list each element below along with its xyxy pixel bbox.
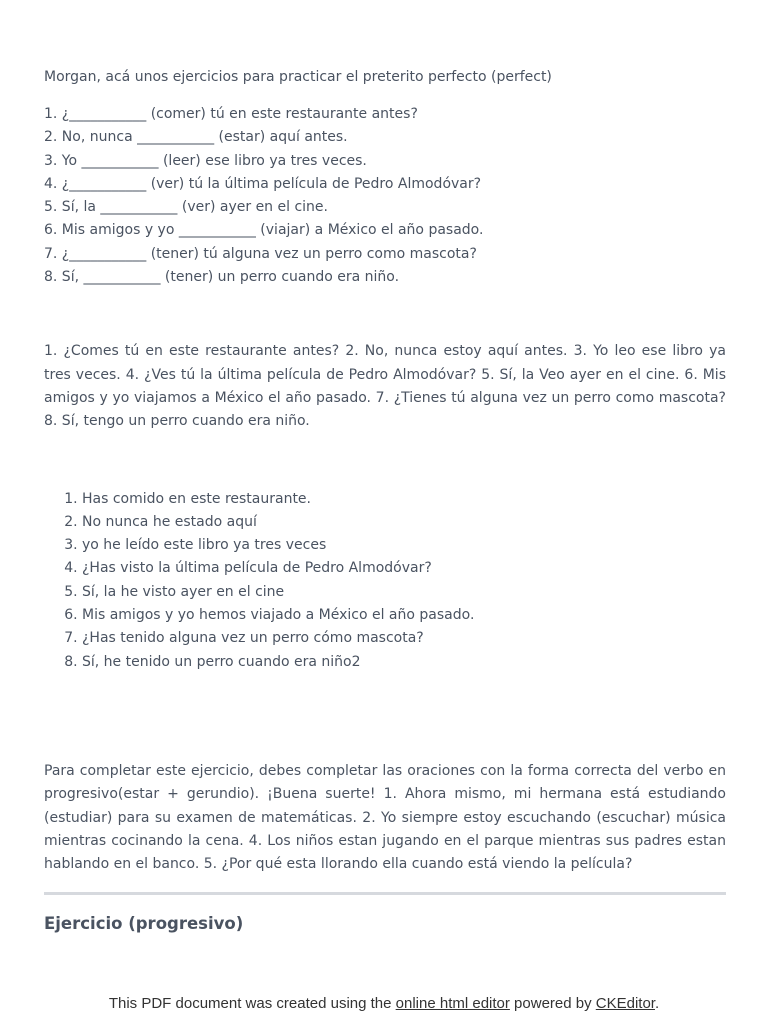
horizontal-divider (44, 892, 726, 895)
list-item: 1. Has comido en este restaurante. (82, 488, 726, 511)
list-item: 7. ¿Has tenido alguna vez un perro cómo mascota? (82, 627, 726, 650)
exercise-item: 1. ¿___________ (comer) tú en este restaurante antes? (44, 106, 418, 122)
exercise-item: 2. No, nunca ___________ (estar) aquí antes. (44, 129, 348, 146)
answers-list (44, 488, 726, 674)
exercise-item: 5. Sí, la ___________ (ver) ayer en el cine. (44, 199, 328, 216)
list-item: 2. No nunca he estado aquí (82, 511, 726, 534)
list-item: 5. Sí, la he visto ayer en el cine (82, 581, 726, 604)
list-item: 8. Sí, he tenido un perro cuando era niño2 (82, 651, 726, 674)
document-body (44, 66, 726, 935)
list-item: 4. ¿Has visto la última película de Pedro Almodóvar? (82, 557, 726, 580)
footer (0, 994, 768, 1014)
footer-middle: powered by (509, 995, 596, 1012)
exercise-list (44, 103, 726, 289)
section-heading: Ejercicio (progresivo) (44, 914, 244, 934)
list-item: 6. Mis amigos y yo hemos viajado a México el año pasado. (82, 604, 726, 627)
online-html-editor-link[interactable]: online html editor (395, 995, 510, 1012)
footer-prefix: This PDF document was created using the (108, 995, 396, 1012)
exercise-item: 4. ¿___________ (ver) tú la última película de Pedro Almodóvar? (44, 175, 482, 192)
exercise-item: 3. Yo ___________ (leer) ese libro ya tres veces. (44, 152, 367, 169)
answers-paragraph: 1. ¿Comes tú en este restaurante antes? 2. No, nunca estoy aquí antes. 3. Yo leo ese libro ya tres veces. 4. ¿Ves tú la última película de Pedro Almodóvar? 5. Sí, la Veo ayer en el cine. 6. Mis amigos y yo viajamos a México el año pasado. 7. ¿Tienes tú alguna vez un perro como mascota? 8. Sí, tengo un perro cuando era niño. (44, 343, 726, 430)
list-item: 3. yo he leído este libro ya tres veces (82, 534, 726, 557)
footer-suffix: . (654, 995, 660, 1012)
progressive-paragraph: Para completar este ejercicio, debes completar las oraciones con la forma correcta del verbo en progresivo(estar + gerundio). ¡Buena suerte! 1. Ahora mismo, mi hermana está estudiando (estudiar) para su examen de matemáticas. 2. Yo siempre estoy escuchando (escuchar) música mientras cocinando la cena. 4. Los niños estan jugando en el parque mientras sus padres estan hablando en el banco. 5. ¿Por qué esta llorando ella cuando está viendo la película? (44, 762, 726, 873)
exercise-item: 7. ¿___________ (tener) tú alguna vez un perro como mascota? (44, 245, 477, 262)
exercise-item: 8. Sí, ___________ (tener) un perro cuando era niño. (44, 269, 400, 286)
intro-text: Morgan, acá unos ejercicios para practicar el preterito perfecto (perfect) (44, 69, 552, 85)
ckeditor-link[interactable]: CKEditor (595, 995, 655, 1012)
exercise-item: 6. Mis amigos y yo ___________ (viajar) a México el año pasado. (44, 222, 484, 239)
